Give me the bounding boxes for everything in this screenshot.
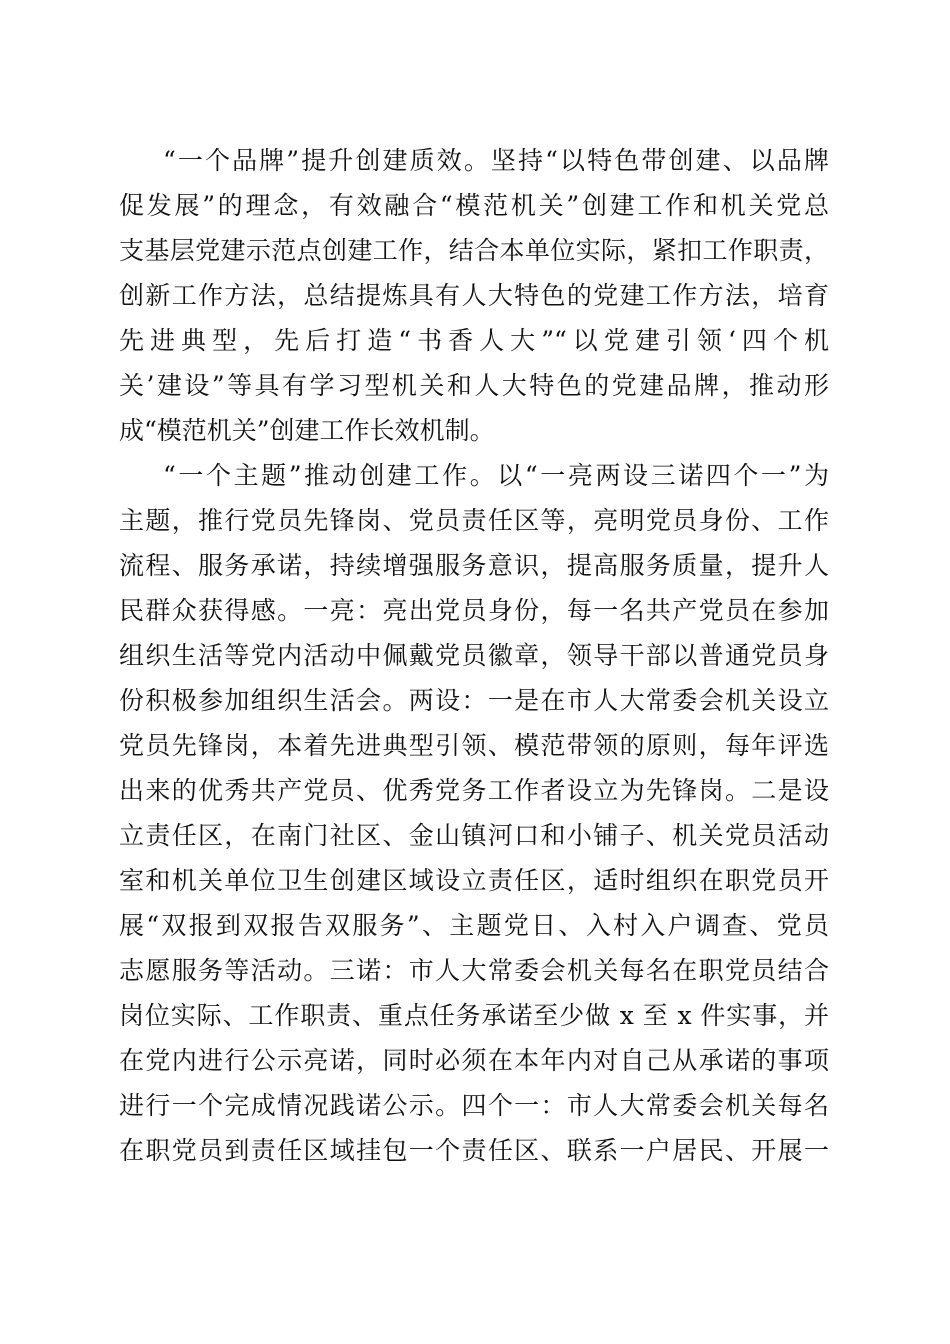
text-line: 室和机关单位卫生创建区域设立责任区，适时组织在职党员开 bbox=[119, 866, 829, 895]
text-line: 主题，推行党员先锋岗、党员责任区等，亮明党员身份、工作 bbox=[119, 506, 829, 535]
text-line: 志愿服务等活动。三诺：市人大常委会机关每名在职党员结合 bbox=[119, 956, 829, 985]
text-line: 组织生活等党内活动中佩戴党员徽章，领导干部以普通党员身 bbox=[119, 641, 829, 670]
text-line: 出来的优秀共产党员、优秀党务工作者设立为先锋岗。二是设 bbox=[119, 776, 829, 805]
text-line: 在职党员到责任区域挂包一个责任区、联系一户居民、开展一 bbox=[119, 1136, 829, 1165]
text-line: 促发展”的理念，有效融合“模范机关”创建工作和机关党总 bbox=[119, 191, 829, 220]
text-line: 创新工作方法，总结提炼具有人大特色的党建工作方法，培育 bbox=[119, 281, 829, 310]
text-line: “一个主题”推动创建工作。以“一亮两设三诺四个一”为 bbox=[163, 461, 829, 490]
text-line: 民群众获得感。一亮：亮出党员身份，每一名共产党员在参加 bbox=[119, 596, 829, 625]
text-line: 份积极参加组织生活会。两设：一是在市人大常委会机关设立 bbox=[119, 686, 829, 715]
text-line: 流程、服务承诺，持续增强服务意识，提高服务质量，提升人 bbox=[119, 551, 829, 580]
text-line: 先进典型，先后打造“书香人大”“以党建引领‘四个机 bbox=[119, 326, 829, 355]
text-line: 展“双报到双报告双服务”、主题党日、入村入户调查、党员 bbox=[119, 911, 829, 940]
text-line: 支基层党建示范点创建工作，结合本单位实际，紧扣工作职责， bbox=[119, 236, 829, 265]
text-line: “一个品牌”提升创建质效。坚持“以特色带创建、以品牌 bbox=[163, 146, 829, 175]
text-line: 进行一个完成情况践诺公示。四个一：市人大常委会机关每名 bbox=[119, 1091, 829, 1120]
text-line: 党员先锋岗，本着先进典型引领、模范带领的原则，每年评选 bbox=[119, 731, 829, 760]
text-line: 岗位实际、工作职责、重点任务承诺至少做 x 至 x 件实事，并 bbox=[119, 1001, 829, 1030]
text-line: 在党内进行公示亮诺，同时必须在本年内对自己从承诺的事项 bbox=[119, 1046, 829, 1075]
text-line: 立责任区，在南门社区、金山镇河口和小铺子、机关党员活动 bbox=[119, 821, 829, 850]
text-line: 成“模范机关”创建工作长效机制。 bbox=[119, 416, 495, 445]
text-line: 关’建设”等具有学习型机关和人大特色的党建品牌，推动形 bbox=[119, 371, 829, 400]
